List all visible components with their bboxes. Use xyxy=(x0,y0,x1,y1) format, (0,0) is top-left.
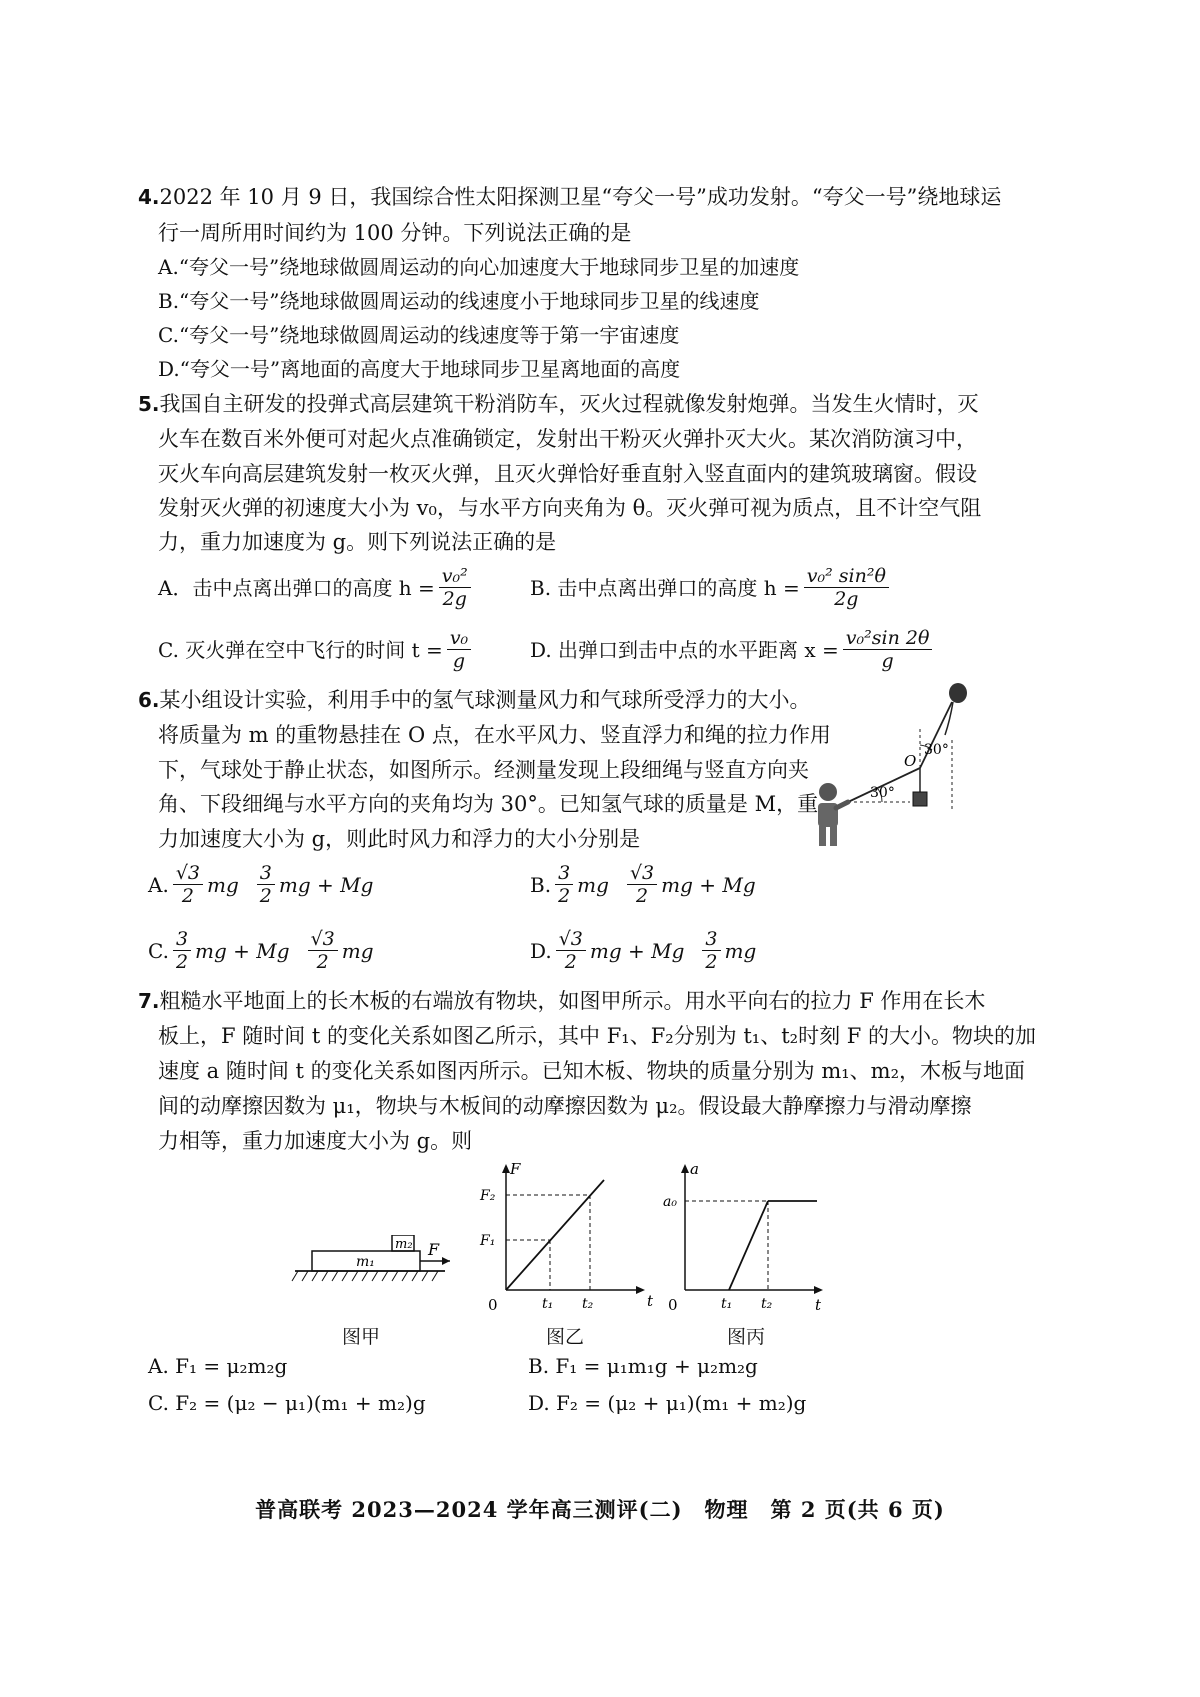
q6-option-c: C. $\frac{3}{2}$ mg + Mg $\frac{√3}{2}$ mg xyxy=(148,928,374,973)
q4-line-1: 4.2022 年 10 月 9 日，我国综合性太阳探测卫星“夸父一号”成功发射。“夸父一号”绕地球运 xyxy=(138,185,1002,209)
svg-text:a: a xyxy=(690,1160,699,1178)
q4-option-c: C.“夸父一号”绕地球做圆周运动的线速度等于第一宇宙速度 xyxy=(158,323,680,347)
q7-option-c: C. F₂ = (μ₂ − μ₁)(m₁ + m₂)g xyxy=(148,1391,426,1415)
fig-bing-caption: 图丙 xyxy=(727,1326,766,1348)
q7-line-2: 板上，F 随时间 t 的变化关系如图乙所示，其中 F₁、F₂分别为 t₁、t₂时刻 F 的大小。物块的加 xyxy=(158,1024,1036,1048)
q7-line-3: 速度 a 随时间 t 的变化关系如图丙所示。已知木板、物块的质量分别为 m₁、m₂，木板与地面 xyxy=(158,1059,1025,1083)
q5-option-a-fraction: $\frac{\text{v₀²}}{2g}$ xyxy=(439,565,471,610)
svg-text:a₀: a₀ xyxy=(663,1194,677,1210)
svg-text:F₁: F₁ xyxy=(480,1233,496,1249)
svg-text:F₂: F₂ xyxy=(480,1188,496,1204)
q6-option-a: A. $\frac{√3}{2}$ mg $\frac{3}{2}$ mg + Mg xyxy=(148,862,374,907)
svg-text:0: 0 xyxy=(668,1296,678,1314)
q6-line-2: 将质量为 m 的重物悬挂在 O 点，在水平风力、竖直浮力和绳的拉力作用 xyxy=(158,723,831,747)
q7-number: 7. xyxy=(138,989,160,1013)
svg-text:m₂: m₂ xyxy=(395,1237,413,1252)
fig-yi-f-t-graph xyxy=(470,1160,660,1315)
q7-option-a: A. F₁ = μ₂m₂g xyxy=(148,1354,288,1378)
point-o-label: O xyxy=(904,752,917,770)
q6-balloon-figure xyxy=(800,680,1000,850)
svg-text:t₂: t₂ xyxy=(582,1296,594,1312)
upper-angle-label: 30° xyxy=(924,742,949,758)
q5-option-c: C. 灭火弹在空中飞行的时间 t = $\frac{\text{v₀}}{g}$ xyxy=(158,627,475,672)
svg-text:t: t xyxy=(647,1292,654,1310)
svg-text:t₂: t₂ xyxy=(761,1296,773,1312)
fig-bing-ramp-line xyxy=(729,1201,768,1290)
q6-line-4: 角、下段细绳与水平方向的夹角均为 30°。已知氢气球的质量是 M，重 xyxy=(158,792,819,816)
fig-yi-caption: 图乙 xyxy=(546,1326,585,1348)
q5-line-2: 火车在数百米外便可对起火点准确锁定，发射出干粉灭火弹扑灭大火。某次消防演习中， xyxy=(158,427,977,451)
q5-option-a: A．击中点离出弹口的高度 h = $\frac{\text{v₀²}}{2g}$ xyxy=(158,565,475,610)
weight-block xyxy=(913,792,927,806)
q6-line-3: 下，气球处于静止状态，如图所示。经测量发现上段细绳与竖直方向夹 xyxy=(158,758,809,782)
q6-line-5: 力加速度大小为 g，则此时风力和浮力的大小分别是 xyxy=(158,827,641,851)
q7-line-4: 间的动摩擦因数为 μ₁，物块与木板间的动摩擦因数为 μ₂。假设最大静摩擦力与滑动摩擦 xyxy=(158,1094,972,1118)
q5-line-3: 灭火车向高层建筑发射一枚灭火弹，且灭火弹恰好垂直射入竖直面内的建筑玻璃窗。假设 xyxy=(158,462,977,486)
person-icon xyxy=(818,783,848,846)
fig-bing-a-t-graph xyxy=(655,1160,840,1315)
q5-line-1: 5.我国自主研发的投弹式高层建筑干粉消防车，灭火过程就像发射炮弹。当发生火情时，灭 xyxy=(138,392,979,416)
upper-rope xyxy=(920,702,952,768)
q5-option-d-fraction: $\frac{\text{v₀²sin 2θ}}{g}$ xyxy=(843,627,933,672)
q4-number: 4. xyxy=(138,185,160,209)
svg-text:m₁: m₁ xyxy=(356,1254,375,1270)
svg-text:F: F xyxy=(510,1160,521,1178)
q5-option-b: B. 击中点离出弹口的高度 h = $\frac{\text{v₀² sin²θ}}{2g}$ xyxy=(530,565,893,610)
q4-option-d: D.“夸父一号”离地面的高度大于地球同步卫星离地面的高度 xyxy=(158,357,681,381)
q6-number: 6. xyxy=(138,688,160,712)
q5-option-b-fraction: $\frac{\text{v₀² sin²θ}}{2g}$ xyxy=(804,565,889,610)
q7-line-1: 7.粗糙水平地面上的长木板的右端放有物块，如图甲所示。用水平向右的拉力 F 作用在长木 xyxy=(138,989,986,1013)
q5-option-c-fraction: $\frac{\text{v₀}}{g}$ xyxy=(447,627,471,672)
q5-number: 5. xyxy=(138,392,160,416)
q5-line-4: 发射灭火弹的初速度大小为 v₀，与水平方向夹角为 θ。灭火弹可视为质点，且不计空气阻 xyxy=(158,496,982,520)
svg-text:0: 0 xyxy=(488,1296,498,1314)
q7-option-d: D. F₂ = (μ₂ + μ₁)(m₁ + m₂)g xyxy=(528,1391,807,1415)
q7-line-5: 力相等，重力加速度大小为 g。则 xyxy=(158,1129,473,1153)
q6-option-d: D. $\frac{√3}{2}$ mg + Mg $\frac{3}{2}$ mg xyxy=(530,928,757,973)
lower-angle-label: 30° xyxy=(870,785,895,801)
q6-option-b: B. $\frac{3}{2}$ mg $\frac{√3}{2}$ mg + Mg xyxy=(530,862,756,907)
fig-jia-caption: 图甲 xyxy=(342,1326,381,1348)
q5-line-5: 力，重力加速度为 g。则下列说法正确的是 xyxy=(158,530,557,554)
svg-text:t: t xyxy=(815,1296,822,1314)
q5-option-d: D. 出弹口到击中点的水平距离 x = $\frac{\text{v₀²sin 2θ}}{g}$ xyxy=(530,627,936,672)
svg-text:F: F xyxy=(428,1240,440,1259)
fig-yi-line xyxy=(506,1180,604,1290)
q7-option-b: B. F₁ = μ₁m₁g + μ₂m₂g xyxy=(528,1354,758,1378)
q6-line-1: 6.某小组设计实验，利用手中的氢气球测量风力和气球所受浮力的大小。 xyxy=(138,688,811,712)
q4-option-b: B.“夸父一号”绕地球做圆周运动的线速度小于地球同步卫星的线速度 xyxy=(158,289,760,313)
balloon-icon xyxy=(949,683,967,703)
q4-line-2: 行一周所用时间约为 100 分钟。下列说法正确的是 xyxy=(158,221,632,245)
fig-jia-board-block xyxy=(290,1235,460,1305)
page-footer: 普高联考 2023—2024 学年高三测评(二) 物理 第 2 页(共 6 页) xyxy=(255,1497,945,1522)
svg-text:t₁: t₁ xyxy=(542,1296,554,1312)
q4-option-a: A.“夸父一号”绕地球做圆周运动的向心加速度大于地球同步卫星的加速度 xyxy=(158,255,800,279)
svg-text:t₁: t₁ xyxy=(721,1296,733,1312)
